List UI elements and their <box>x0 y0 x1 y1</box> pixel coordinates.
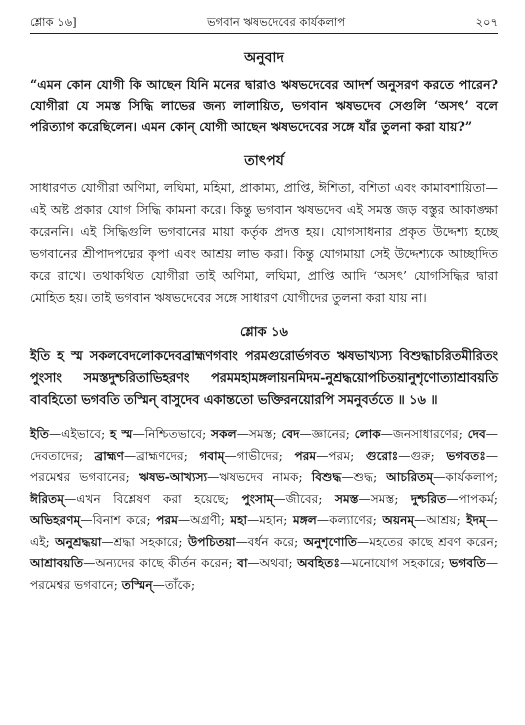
book-page <box>30 14 498 596</box>
synonym-term: ইতি <box>30 427 49 441</box>
synonym-term: অয়নম্ <box>382 513 415 527</box>
synonym-term: সকল <box>211 427 237 441</box>
verse-heading: শ্লোক ১৬ <box>239 325 289 340</box>
synonym-meaning: পরমেশ্বর ভগবানে <box>30 577 114 592</box>
synonym-meaning: পাপকর্ম <box>458 491 494 506</box>
purport-heading: তাৎপর্য <box>244 153 284 169</box>
synonym-term: গবাম্ <box>199 448 225 463</box>
translation-text: “এমন কোন যোগী কি আছেন যিনি মনের দ্বারাও ঋষভদেবের আদর্শ অনুসরণ করতে পারেন? যোগীরা যে সমস্ত সিদ্ধি লাভের জন্য লালায়িত, ভগবান ঋষভদেব সেগুলি ‘অসৎ’ বলে পরিত্যাগ করেছিলেন। এমন কোন্ যোগী আছেন ঋষভদেবের সঙ্গে যাঁর তুলনা করা যায়?” <box>30 77 498 134</box>
synonym-term: হ স্ম <box>109 427 133 441</box>
synonym-meaning: কার্যকলাপ <box>445 470 494 484</box>
synonym-term: পুংসাম্ <box>241 491 274 506</box>
synonym-meaning: শুদ্ধ <box>353 470 374 484</box>
synonym-term: পরম <box>156 513 178 527</box>
synonym-meaning: দেবতাদের <box>30 448 79 463</box>
word-meanings: ইতি—এইভাবে; হ স্ম—নিশ্চিতভাবে; সকল—সমস্ত; বেদ—জ্ঞানের; লোক—জনসাধারণের; দেব—দেবতাদের; ব্রাহ্মণ—ব্রাহ্মণদের; গবাম্—গাভীদের; পরম—পরম; গুরোঃ—গুরু; ভগবতঃ—পরমেশ্বর ভগবানের; ঋষভ-আখ্যস্য—ঋষভদেব নামক; বিশুদ্ধ—শুদ্ধ; আচরিতম্—কার্যকলাপ; ঈরিতম্—এখন বিশ্লেষণ করা হয়েছে; পুংসাম্—জীবের; সমস্ত—সমস্ত; দুশ্চরিত—পাপকর্ম; অভিহরণম্—বিনাশ করে; পরম—অগ্রণী; মহা—মহান; মঙ্গল—কল্যাণের; অয়নম্—আশ্রয়; ইদম্—এই; অনুশ্রদ্ধয়া—শ্রদ্ধা সহকারে; উপচিতয়া—বর্ধন করে; অনুশৃণোতি—মহতের কাছে শ্রবণ করেন; আশ্রাবয়তি—অন্যদের কাছে কীর্তন করেন; বা—অথবা; অবহিতঃ—মনোযোগ সহকারে; ভগবতি—পরমেশ্বর ভগবানে; তস্মিন্—তাঁকে; <box>30 427 499 592</box>
header-rule <box>30 33 498 34</box>
synonym-meaning: নিশ্চিতভাবে <box>144 427 203 441</box>
synonym-meaning: এইভাবে <box>61 427 102 441</box>
synonym-term: বা <box>237 556 248 570</box>
synonym-meaning: কল্যাণের <box>329 513 373 527</box>
synonym-term: দুশ্চরিত <box>410 491 447 506</box>
synonym-term: মহা <box>230 513 248 527</box>
synonym-term: অবহিতঃ <box>297 556 340 570</box>
synonym-meaning: জীবের <box>285 491 319 506</box>
synonym-term: ভগবতঃ <box>446 448 486 463</box>
synonym-term: আশ্রাবয়তি <box>30 556 84 570</box>
synonym-term: ব্রাহ্মণ <box>94 448 125 463</box>
synonym-meaning: গাভীদের <box>236 448 279 463</box>
purport-text: সাধারণত যোগীরা অণিমা, লঘিমা, মহিমা, প্রাকাম্য, প্রাপ্তি, ঈশিতা, বশিতা এবং কামাবশায়িতা—এই অষ্ট প্রকার যোগ সিদ্ধি কামনা করে। কিন্তু ভগবান ঋষভদেব এই সমস্ত জড় বস্তুর আকাঙ্ক্ষা করেননি। এই সিদ্ধিগুলি ভগবানের মায়া কর্তৃক প্রদত্ত হয়। যোগসাধনার প্রকৃত উদ্দেশ্য হচ্ছে ভগবানের শ্রীপাদপদ্মের কৃপা এবং আশ্রয় লাভ করা। কিন্তু যোগমায়া সেই উদ্দেশ্যকে আচ্ছাদিত করে রাখে। তথাকথিত যোগীরা তাই অণিমা, লঘিমা, প্রাপ্তি আদি ‘অসৎ’ যোগসিদ্ধির দ্বারা মোহিত হয়। তাই ভগবান ঋষভদেবের সঙ্গে সাধারণ যোগীদের তুলনা করা যায় না। <box>30 180 498 305</box>
running-header <box>30 14 498 30</box>
header-page-number: ২০৭ <box>475 15 498 29</box>
synonym-term: অভিহরণম্ <box>30 513 81 527</box>
synonym-meaning: অগ্রণী <box>190 513 221 527</box>
synonym-term: ইদম্ <box>466 513 486 527</box>
verse-text: ইতি হ স্ম সকলবেদলোকদেবব্রাহ্মণগবাং পরমগুরোর্ভগবত ঋষভাখ্যস্য বিশুদ্ধাচরিতমীরিতং পুংসাং সমস্তদুশ্চরিতাভিহরণং পরমমহামঙ্গলায়নমিদম-নুশ্রদ্ধয়োপচিতয়ানুশৃণোত্যাশ্রাবয়তি বাবহিতো ভগবতি তস্মিন্ বাসুদেব একান্ততো ভক্তিরনয়োরপি সমনুবর্ততে ॥ ১৬ ॥ <box>30 349 498 408</box>
synonym-term: উপচিতয়া <box>187 534 236 549</box>
synonym-meaning: তাঁকে <box>164 577 191 592</box>
synonym-term: পরম <box>294 448 317 463</box>
synonym-term: সমস্ত <box>334 491 359 506</box>
synonym-term: বেদ <box>281 427 300 441</box>
synonym-meaning: এই <box>30 534 46 549</box>
synonym-meaning: ঋষভদেব নামক <box>219 470 299 484</box>
synonym-meaning: পরম <box>328 448 351 463</box>
synonym-term: গুরোঃ <box>365 448 399 463</box>
synonym-meaning: অন্যদের কাছে কীর্তন করেন <box>95 556 229 570</box>
synonym-term: ঋষভ-আখ্যস্য <box>138 470 208 484</box>
synonym-meaning: মনোযোগ সহকারে <box>352 556 441 570</box>
synonym-term: ভগবতি <box>449 556 486 570</box>
synonym-meaning: বিনাশ করে <box>92 513 147 527</box>
synonym-meaning: এখন বিশ্লেষণ করা হয়েছে <box>76 491 225 506</box>
synonym-meaning: জনসাধারণের <box>392 427 459 441</box>
synonym-meaning: পরমেশ্বর ভগবানের <box>30 470 126 484</box>
synonym-meaning: গুরু <box>410 448 431 463</box>
synonym-term: বিশুদ্ধ <box>311 470 342 484</box>
header-verse-ref: শ্লোক ১৬] <box>30 15 77 29</box>
synonym-meaning: আশ্রয় <box>426 513 457 527</box>
synonym-meaning: জ্ঞানের <box>311 427 346 441</box>
synonym-term: অনুশ্রদ্ধয়া <box>55 534 102 549</box>
synonym-meaning: সমস্ত <box>248 427 273 441</box>
synonym-meaning: শ্রদ্ধা সহকারে <box>113 534 179 549</box>
synonym-meaning: অথবা <box>259 556 289 570</box>
synonym-meaning: মহান <box>259 513 284 527</box>
synonym-meaning: ব্রাহ্মণদের <box>136 448 184 463</box>
synonym-term: মঙ্গল <box>292 513 317 527</box>
synonym-meaning: সমস্ত <box>370 491 395 506</box>
header-chapter-title: ভগবান ঋষভদেবের কার্যকলাপ <box>206 15 346 29</box>
synonym-meaning: বর্ধন করে <box>247 534 295 549</box>
synonym-term: অনুশৃণোতি <box>303 534 358 549</box>
synonym-meaning: মহতের কাছে শ্রবণ করেন <box>369 534 494 549</box>
synonym-term: দেব <box>467 427 486 441</box>
synonym-term: আচরিতম্ <box>386 470 434 484</box>
translation-heading: অনুবাদ <box>244 50 284 66</box>
synonym-term: ঈরিতম্ <box>30 491 65 506</box>
synonym-term: লোক <box>354 427 381 441</box>
synonym-term: তস্মিন্ <box>121 577 153 592</box>
